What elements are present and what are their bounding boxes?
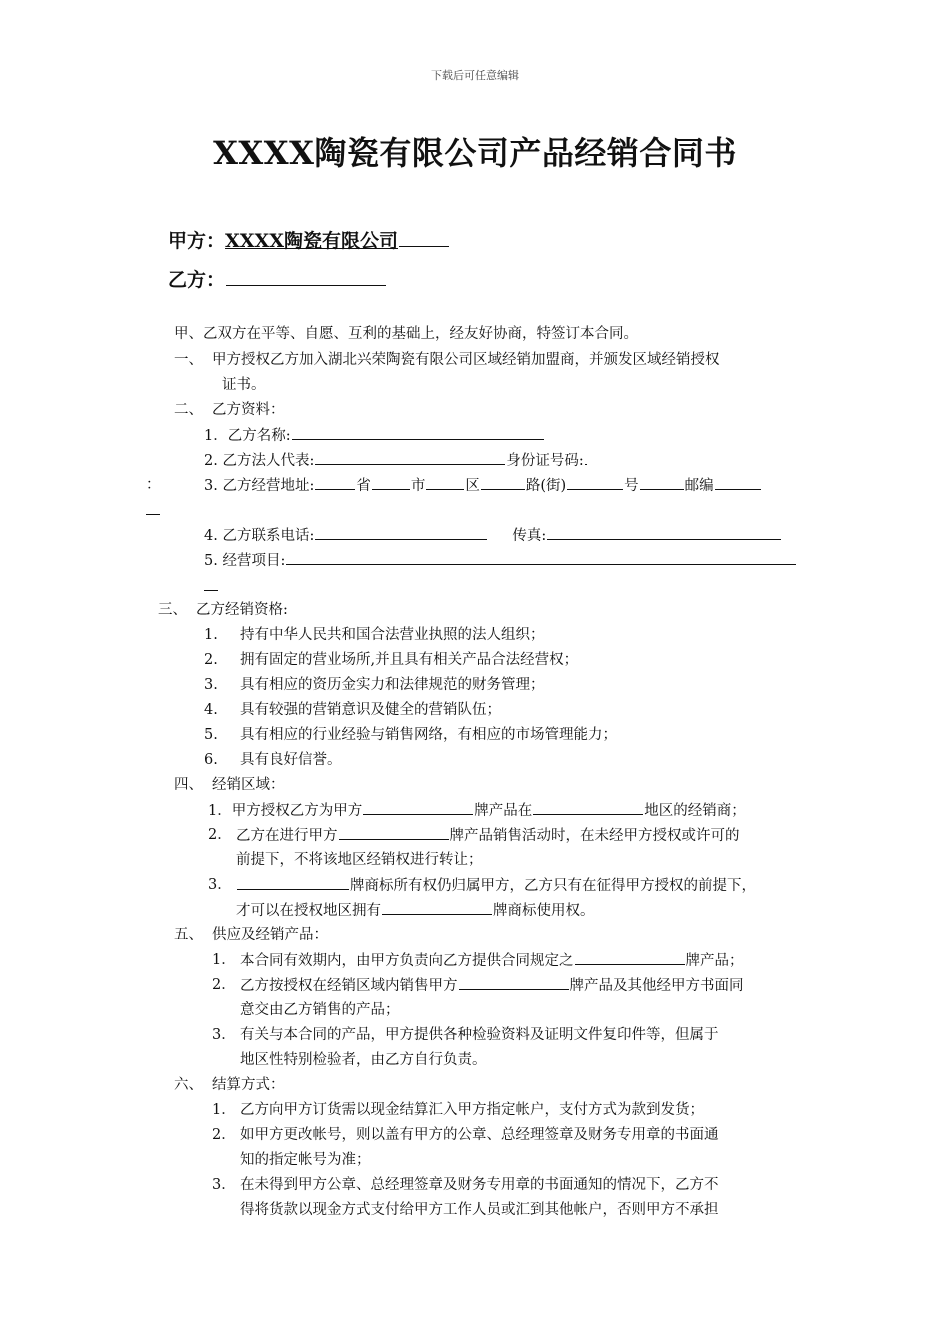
s4-item-3-text-b: 才可以在授权地区拥有 [236, 903, 381, 919]
district-label: 区 [465, 478, 480, 494]
section-4-num: 四、 [174, 777, 203, 793]
s4-num-2: 2． [208, 827, 232, 843]
brand-blank [363, 800, 473, 815]
phone-blank [315, 525, 487, 540]
province-label: 省 [356, 478, 371, 494]
s5-item-3: 有关与本合同的产品，甲方提供各种检验资料及证明文件复印件等，但属于 [240, 1027, 719, 1043]
region-blank [533, 800, 643, 815]
s3-text-6: 具有良好信誉。 [240, 752, 342, 768]
s3-text-5: 具有相应的行业经验与销售网络，有相应的市场管理能力； [240, 727, 617, 743]
s3-num-1: 1. [204, 627, 218, 643]
s5-num-1: 1． [212, 952, 236, 968]
section-3-num: 三、 [158, 602, 187, 618]
party-a-value: XXXX陶瓷有限公司 [225, 230, 398, 252]
s3-text-4: 具有较强的营销意识及健全的营销队伍； [240, 702, 501, 718]
s2-item-5-label: 5. 经营项目: [204, 553, 286, 569]
intro-paragraph: 甲、乙双方在平等、自愿、互利的基础上，经友好协商，特签订本合同。 [174, 326, 638, 342]
document-title: XXXX陶瓷有限公司产品经销合同书 [213, 134, 737, 172]
s5-item-2-text-b: 牌产品及其他经甲方书面同 [569, 978, 744, 994]
s2-item-4-label: 4. 乙方联系电话: [204, 528, 315, 544]
party-b-blank [226, 270, 386, 286]
s5-item-2-text-a: 乙方按授权在经销区域内销售甲方 [240, 978, 458, 994]
brand-blank [575, 950, 685, 965]
s6-item-3-cont: 得将货款以现金方式支付给甲方工作人员或汇到其他帐户，否则甲方不承担 [240, 1202, 719, 1218]
s4-item-3-cont [236, 900, 595, 921]
section-1-num: 一、 [174, 352, 203, 368]
number-label: 号 [624, 478, 639, 494]
business-scope-blank [286, 550, 796, 565]
section-5-title: 供应及经销产品： [212, 927, 328, 943]
brand-blank [382, 900, 492, 915]
s4-item-1-text-a: 1．甲方授权乙方为甲方 [208, 803, 363, 819]
s5-item-3-cont: 地区性特别检验者，由乙方自行负责。 [240, 1052, 487, 1068]
s6-item-2: 如甲方更改帐号，则以盖有甲方的公章、总经理签章及财务专用章的书面通 [240, 1127, 719, 1143]
section-2-num: 二、 [174, 402, 203, 418]
wrap-underline [146, 514, 160, 515]
s5-item-1-text-b: 牌产品； [685, 953, 744, 969]
s4-item-2-text-b: 牌产品销售活动时，在未经甲方授权或许可的 [449, 828, 740, 844]
fax-blank [547, 525, 781, 540]
s6-item-1: 乙方向甲方订货需以现金结算汇入甲方指定帐户，支付方式为款到发货； [240, 1102, 704, 1118]
blank [640, 475, 684, 490]
s6-item-2-cont: 知的指定帐号为准； [240, 1152, 371, 1168]
s2-item-3-lead: ： [146, 477, 161, 493]
s4-item-2 [236, 825, 740, 846]
s4-item-1 [208, 800, 746, 821]
s2-item-2-blank [315, 450, 505, 465]
s4-item-3 [236, 875, 756, 896]
party-a-blank [399, 231, 449, 247]
header-note: 下载后可任意编辑 [431, 69, 519, 82]
s5-item-1-text-a: 本合同有效期内，由甲方负责向乙方提供合同规定之 [240, 953, 574, 969]
s2-item-2 [204, 450, 588, 471]
section-6-num: 六、 [174, 1077, 203, 1093]
section-3-title: 乙方经销资格: [196, 602, 288, 618]
s2-item-4 [204, 525, 782, 546]
party-a-label: 甲方： [168, 230, 226, 252]
s4-num-3: 3． [208, 877, 232, 893]
s2-item-2-label: 2. 乙方法人代表: [204, 453, 315, 469]
s2-item-5 [204, 550, 797, 571]
party-a [168, 226, 450, 253]
s3-text-3: 具有相应的资历金实力和法律规范的财务管理； [240, 677, 545, 693]
s5-num-2: 2． [212, 977, 236, 993]
blank [567, 475, 623, 490]
city-label: 市 [410, 478, 426, 494]
s6-num-3: 3． [212, 1177, 236, 1193]
s4-item-1-text-b: 牌产品在 [474, 803, 533, 819]
s4-item-2-cont: 前提下，不将该地区经销权进行转让； [236, 852, 483, 868]
s2-item-1 [204, 425, 545, 446]
s3-text-2: 拥有固定的营业场所,并且具有相关产品合法经营权； [240, 652, 579, 668]
s2-item-2-id-label: 身份证号码: [506, 453, 584, 469]
s5-item-2 [240, 975, 744, 996]
s6-item-3: 在未得到甲方公章、总经理签章及财务专用章的书面通知的情况下，乙方不 [240, 1177, 719, 1193]
blank [372, 475, 410, 490]
s2-item-1-blank [292, 425, 544, 440]
fax-label: 传真: [512, 528, 547, 544]
blank [481, 475, 525, 490]
s2-item-3-label: 3. 乙方经营地址: [204, 478, 315, 494]
brand-blank [339, 825, 449, 840]
brand-blank [459, 975, 569, 990]
road-label: 路(街) [525, 478, 567, 494]
s3-num-4: 4. [204, 702, 218, 718]
s4-item-2-text-a: 乙方在进行甲方 [236, 828, 338, 844]
blank [426, 475, 464, 490]
s4-item-3-text-c: 牌商标使用权。 [493, 903, 595, 919]
s3-num-3: 3. [204, 677, 218, 693]
section-5-num: 五、 [174, 927, 203, 943]
s6-num-2: 2． [212, 1127, 236, 1143]
s5-num-3: 3． [212, 1027, 236, 1043]
s3-num-6: 6. [204, 752, 218, 768]
party-b-label: 乙方： [168, 269, 226, 291]
s6-num-1: 1． [212, 1102, 236, 1118]
s4-item-3-text-a: 牌商标所有权仍归属甲方，乙方只有在征得甲方授权的前提下， [350, 878, 756, 894]
s5-item-1 [240, 950, 744, 971]
blank [315, 475, 355, 490]
brand-blank [237, 875, 349, 890]
s2-item-2-id-blank [585, 450, 587, 465]
section-1-line2: 证书。 [222, 377, 266, 393]
wrap-underline [204, 590, 218, 591]
section-1-line1: 甲方授权乙方加入湖北兴荣陶瓷有限公司区域经销加盟商，并颁发区域经销授权 [212, 352, 720, 368]
s3-num-5: 5. [204, 727, 218, 743]
postcode-label: 邮编 [684, 478, 714, 494]
section-2-title: 乙方资料： [212, 402, 285, 418]
party-b [168, 265, 387, 292]
blank [715, 475, 761, 490]
s5-item-2-cont: 意交由乙方销售的产品； [240, 1002, 400, 1018]
s2-item-3 [204, 475, 762, 496]
s4-item-1-text-c: 地区的经销商； [644, 803, 746, 819]
s2-item-1-label: 1．乙方名称: [204, 428, 291, 444]
section-6-title: 结算方式： [212, 1077, 285, 1093]
s3-num-2: 2. [204, 652, 218, 668]
section-4-title: 经销区域： [212, 777, 285, 793]
s3-text-1: 持有中华人民共和国合法营业执照的法人组织； [240, 627, 545, 643]
